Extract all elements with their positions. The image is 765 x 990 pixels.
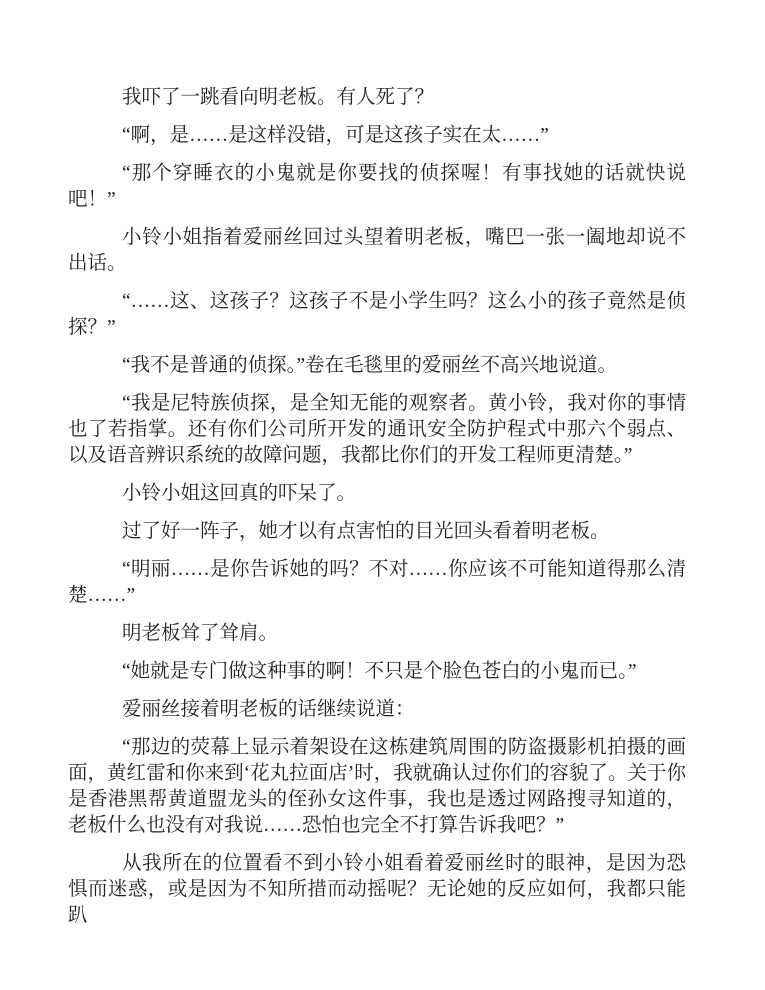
paragraph: 小铃小姐这回真的吓呆了。 bbox=[122, 483, 357, 504]
paragraph: “……这、这孩子？这孩子不是小学生吗？这么小的孩子竟然是侦探？” bbox=[68, 291, 686, 338]
paragraph: 爱丽丝接着明老板的话继续说道： bbox=[122, 699, 415, 720]
paragraph: “明丽……是你告诉她的吗？不对……你应该不可能知道得那么清楚……” bbox=[68, 559, 686, 606]
paragraph: “她就是专门做这种事的啊！不只是个脸色苍白的小鬼而已。” bbox=[122, 661, 637, 682]
paragraph: 小铃小姐指着爱丽丝回过头望着明老板，嘴巴一张一阖地却说不出话。 bbox=[68, 227, 686, 274]
paragraph: “那边的荧幕上显示着架设在这栋建筑周围的防盗摄影机拍摄的画面，黄红雷和你来到‘花丸拉面店’时，我就确认过你们的容貌了。关于你是香港黑帮黄道盟龙头的侄孙女这件事，我也是透过网路搜寻知道的，老板什么也没有对我说……恐怕也完全不打算告诉我吧？” bbox=[68, 737, 686, 836]
paragraph: 过了好一阵子，她才以有点害怕的目光回头看着明老板。 bbox=[122, 521, 610, 542]
paragraph: “那个穿睡衣的小鬼就是你要找的侦探喔！有事找她的话就快说吧！” bbox=[68, 163, 686, 210]
paragraph: “我是尼特族侦探，是全知无能的观察者。黄小铃，我对你的事情也了若指掌。还有你们公司所开发的通讯安全防护程式中那六个弱点、以及语音辨识系统的故障问题，我都比你们的开发工程师更清楚。” bbox=[68, 393, 686, 466]
text-block bbox=[68, 85, 686, 929]
paragraph: 明老板耸了耸肩。 bbox=[122, 623, 279, 644]
paragraph: “啊，是……是这样没错，可是这孩子实在太……” bbox=[122, 125, 549, 146]
paragraph: 我吓了一跳看向明老板。有人死了？ bbox=[122, 87, 435, 108]
paragraph: “我不是普通的侦探。”卷在毛毯里的爱丽丝不高兴地说道。 bbox=[122, 355, 618, 376]
paragraph: 从我所在的位置看不到小铃小姐看着爱丽丝时的眼神，是因为恐惧而迷惑，或是因为不知所措而动摇呢？无论她的反应如何，我都只能趴 bbox=[68, 853, 686, 926]
